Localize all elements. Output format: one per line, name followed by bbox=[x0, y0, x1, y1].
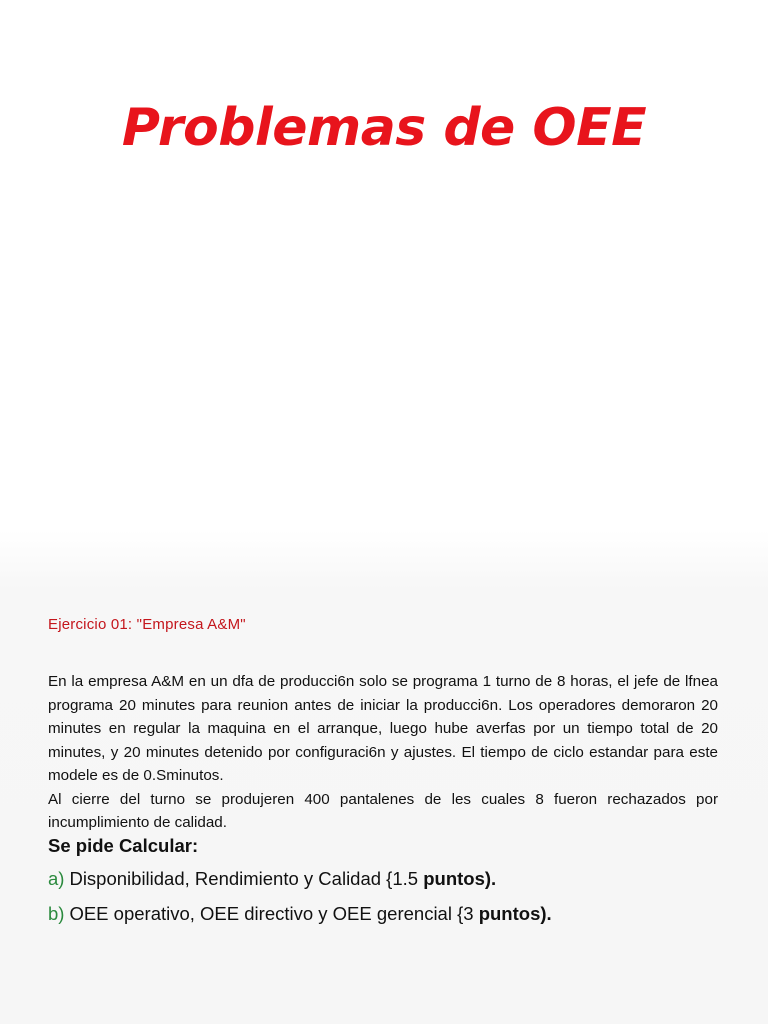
exercise-heading: Ejercicio 01: "Empresa A&M" bbox=[48, 616, 246, 633]
ask-item-b-letter: b) bbox=[48, 903, 65, 924]
exercise-paragraph-1: En la empresa A&M en un dfa de producci6n solo se programa 1 turno de 8 horas, el jefe de lfnea programa 20 minutes para reunion antes de iniciar la producci6n. Los operadores demoraron 20 minutes en regular la maquina en el arranque, luego hube averfas por un tiempo total de 20 minutes, y 20 minutes detenido por configuraci6n y ajustes. El tiempo de ciclo estandar para este modele es de 0.Sminutos. bbox=[48, 673, 718, 784]
ask-item-a-points: puntos). bbox=[423, 868, 497, 889]
exercise-body bbox=[48, 670, 718, 835]
ask-item-a-text: Disponibilidad, Rendimiento y Calidad {1.5 bbox=[69, 868, 419, 889]
page-title: Problemas de OEE bbox=[121, 98, 647, 158]
exercise-paragraph-2: Al cierre del turno se produjeren 400 pantalenes de les cuales 8 fueron rechazados por incumplimiento de calidad. bbox=[48, 790, 718, 831]
ask-item-a-letter: a) bbox=[48, 868, 65, 889]
ask-item-b-text: OEE operativo, OEE directivo y OEE gerencial {3 bbox=[69, 903, 474, 924]
ask-item-b-points: puntos). bbox=[478, 903, 552, 924]
ask-item-b bbox=[48, 903, 552, 925]
ask-item-a bbox=[48, 868, 496, 890]
ask-heading: Se pide Calcular: bbox=[48, 835, 199, 856]
